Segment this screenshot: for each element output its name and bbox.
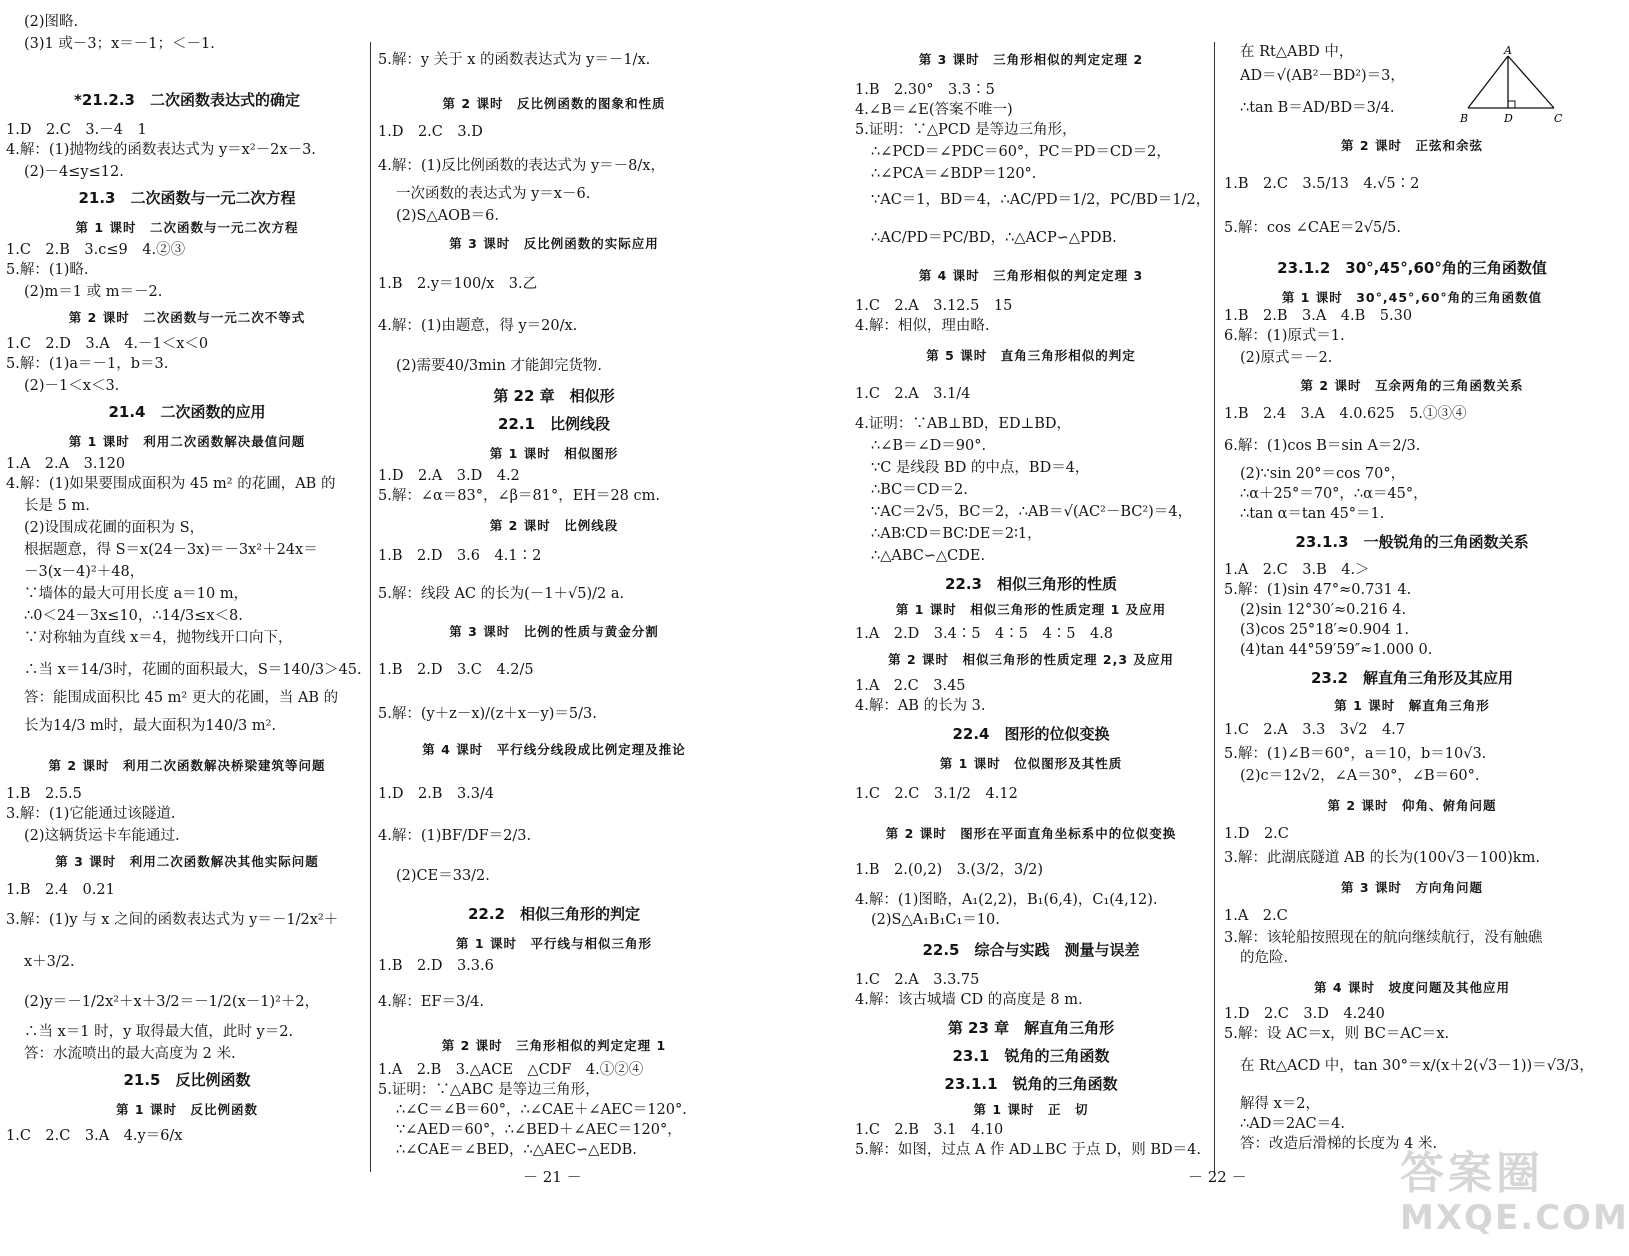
answer-line: 1.C 2.B 3.1 4.10	[855, 1122, 1004, 1138]
answer-line: 5.解：(y＋z－x)/(z＋x－y)＝5/3.	[378, 706, 597, 722]
answer-line: ∴∠C＝∠B＝60°，∴∠CAE＋∠AEC＝120°.	[396, 1102, 687, 1118]
answer-line: ∵AC＝1，BD＝4，∴AC/PD＝1/2，PC/BD＝1/2，	[871, 192, 1211, 208]
answer-line: 5.解：如图，过点 A 作 AD⊥BC 于点 D，则 BD＝4.	[855, 1142, 1201, 1158]
answer-line: ∴AD＝2AC＝4.	[1240, 1116, 1345, 1132]
answer-line: 1.A 2.A 3.120	[6, 456, 126, 472]
answer-line: ∴∠CAE＝∠BED，∴△AEC∽△EDB.	[396, 1142, 637, 1158]
answer-line: (2)S△A₁B₁C₁＝10.	[871, 912, 1000, 928]
lesson-heading: 第 2 课时 图形在平面直角坐标系中的位似变换	[885, 826, 1177, 841]
answer-line: 1.D 2.A 3.D 4.2	[378, 468, 520, 484]
answer-line: 4.解：该古城墙 CD 的高度是 8 m.	[855, 992, 1083, 1008]
answer-line: 1.C 2.B 3.c≤9 4.②③	[6, 242, 186, 258]
answer-line: ∴当 x＝14/3时，花圃的面积最大，S＝140/3＞45.	[24, 662, 362, 678]
answer-line: 6.解：(1)原式＝1.	[1224, 328, 1345, 344]
lesson-heading: 第 2 课时 仰角、俯角问题	[1327, 798, 1497, 813]
answer-line: 5.证明：∵△ABC 是等边三角形，	[378, 1082, 600, 1098]
lesson-heading: 第 2 课时 互余两角的三角函数关系	[1300, 378, 1524, 393]
lesson-heading: 第 3 课时 利用二次函数解决其他实际问题	[55, 854, 319, 869]
answer-line: 4.解：AB 的长为 3.	[855, 698, 986, 714]
answer-line: (2)∵sin 20°＝cos 70°，	[1240, 466, 1406, 482]
answer-line: (2)y＝－1/2x²＋x＋3/2＝－1/2(x－1)²＋2，	[24, 994, 320, 1010]
label-d: D	[1504, 112, 1513, 125]
answer-line: ∴AC/PD＝PC/BD，∴△ACP∽△PDB.	[871, 230, 1117, 246]
answer-line: ∵AC＝2√5，BC＝2，∴AB＝√(AC²－BC²)＝4，	[871, 504, 1193, 520]
answer-line: (2)m＝1 或 m＝－2.	[24, 284, 163, 300]
answer-line: 长是 5 m.	[24, 498, 90, 514]
answer-line: 3.解：(1)它能通过该隧道.	[6, 806, 176, 822]
answer-line: 5.解：(1)∠B＝60°，a＝10，b＝10√3.	[1224, 746, 1487, 762]
lesson-heading: 第 3 课时 反比例函数的实际应用	[449, 236, 659, 251]
answer-line: ∴tan α＝tan 45°＝1.	[1240, 506, 1385, 522]
answer-line: 1.B 2.5.5	[6, 786, 82, 802]
section-heading: 21.4 二次函数的应用	[108, 403, 266, 421]
answer-line: 5.解：线段 AC 的长为(－1＋√5)/2 a.	[378, 586, 625, 602]
answer-line: ∴∠PCD＝∠PDC＝60°，PC＝PD＝CD＝2，	[871, 144, 1171, 160]
answer-line: (2)需要40/3min 才能卸完货物.	[396, 358, 603, 374]
answer-line: 1.B 2.D 3.C 4.2/5	[378, 662, 534, 678]
lesson-heading: 第 1 课时 位似图形及其性质	[939, 756, 1123, 771]
lesson-heading: 第 3 课时 比例的性质与黄金分割	[449, 624, 659, 639]
section-heading: 21.3 二次函数与一元二次方程	[78, 189, 296, 207]
answer-line: (2)CE＝33/2.	[396, 868, 490, 884]
column-divider-right	[1214, 42, 1215, 1172]
answer-line: ∴当 x＝1 时，y 取得最大值，此时 y＝2.	[24, 1024, 294, 1040]
section-heading: *21.2.3 二次函数表达式的确定	[74, 91, 300, 109]
answer-line: 1.B 2.B 3.A 4.B 5.30	[1224, 308, 1413, 324]
answer-line: 5.解：cos ∠CAE＝2√5/5.	[1224, 220, 1401, 236]
answer-line: 1.C 2.A 3.12.5 15	[855, 298, 1013, 314]
answer-line: 答：水流喷出的最大高度为 2 米.	[24, 1046, 236, 1062]
answer-line: 3.解：(1)y 与 x 之间的函数表达式为 y＝－1/2x²＋	[6, 912, 339, 928]
answer-line: 1.B 2.D 3.3.6	[378, 958, 494, 974]
lesson-heading: 第 2 课时 反比例函数的图象和性质	[442, 96, 666, 111]
answer-line: 5.解：设 AC＝x，则 BC＝AC＝x.	[1224, 1026, 1450, 1042]
lesson-heading: 第 2 课时 三角形相似的判定定理 1	[441, 1038, 667, 1053]
answer-line: 1.D 2.C 3.D	[378, 124, 483, 140]
answer-line: ∴0＜24－3x≤10，∴14/3≤x＜8.	[24, 608, 243, 624]
answer-line: 1.B 2.D 3.6 4.1∶2	[378, 548, 542, 564]
answer-line: (3)cos 25°18′≈0.904 1.	[1240, 622, 1409, 638]
answer-line: 1.A 2.C 3.45	[855, 678, 966, 694]
lesson-heading: 第 1 课时 利用二次函数解决最值问题	[68, 434, 306, 449]
lesson-heading: 第 1 课时 平行线与相似三角形	[456, 936, 652, 951]
answer-line: 4.证明：∵AB⊥BD，ED⊥BD，	[855, 416, 1072, 432]
answer-line: (2)c＝12√2，∠A＝30°，∠B＝60°.	[1240, 768, 1480, 784]
lesson-heading: 第 2 课时 比例线段	[489, 518, 619, 533]
lesson-heading: 第 1 课时 正 切	[973, 1102, 1089, 1117]
section-heading: 22.2 相似三角形的判定	[467, 905, 640, 923]
answer-line: 5.证明：∵△PCD 是等边三角形，	[855, 122, 1077, 138]
answer-line: 1.D 2.B 3.3/4	[378, 786, 495, 802]
lesson-heading: 第 1 课时 相似图形	[489, 446, 619, 461]
answer-line: ∴∠B＝∠D＝90°.	[871, 438, 987, 454]
section-heading: 23.1.1 锐角的三角函数	[944, 1075, 1118, 1093]
lesson-heading: 第 3 课时 方向角问题	[1341, 880, 1483, 895]
lesson-heading: 第 2 课时 二次函数与一元二次不等式	[68, 310, 306, 325]
answer-line: 1.D 2.C 3.D 4.240	[1224, 1006, 1385, 1022]
watermark-line-1: 答案圈	[1400, 1148, 1544, 1199]
section-heading: 第 22 章 相似形	[493, 387, 615, 405]
answer-line: 3.解：该轮船按照现在的航向继续航行，没有触礁	[1224, 930, 1543, 946]
answer-line: 1.B 2.y＝100/x 3.乙	[378, 276, 538, 292]
answer-line: 答：改造后滑梯的长度为 4 米.	[1240, 1136, 1438, 1152]
lesson-heading: 第 5 课时 直角三角形相似的判定	[926, 348, 1136, 363]
answer-line: 1.C 2.C 3.1/2 4.12	[855, 786, 1018, 802]
answer-line: 1.B 2.(0,2) 3.(3/2，3/2)	[855, 862, 1044, 878]
answer-line: 在 Rt△ABD 中，	[1240, 44, 1354, 60]
answer-line: 5.解：∠α＝83°，∠β＝81°，EH＝28 cm.	[378, 488, 660, 504]
triangle-figure	[1460, 46, 1600, 126]
answer-line: －3(x－4)²＋48，	[24, 564, 145, 580]
section-heading: 21.5 反比例函数	[123, 1071, 251, 1089]
answer-line: AD＝√(AB²－BD²)＝3，	[1240, 68, 1405, 84]
answer-line: 5.解：(1)略.	[6, 262, 89, 278]
answer-line: 长为14/3 m时，最大面积为140/3 m².	[24, 718, 276, 734]
label-b: B	[1460, 112, 1469, 125]
section-heading: 23.1 锐角的三角函数	[952, 1047, 1110, 1065]
lesson-heading: 第 4 课时 平行线分线段成比例定理及推论	[422, 742, 686, 757]
answer-line: 3.解：此湖底隧道 AB 的长为(100√3－100)km.	[1224, 850, 1540, 866]
answer-line: (2)原式＝－2.	[1240, 350, 1333, 366]
answer-line: 1.A 2.C	[1224, 908, 1288, 924]
lesson-heading: 第 1 课时 30°,45°,60°角的三角函数值	[1281, 290, 1543, 305]
column-divider-left	[370, 42, 371, 1172]
section-heading: 22.3 相似三角形的性质	[944, 575, 1117, 593]
answer-line: 1.B 2.30° 3.3∶5	[855, 82, 995, 98]
page-number-left: － 21 －	[523, 1168, 582, 1186]
lesson-heading: 第 4 课时 坡度问题及其他应用	[1314, 980, 1510, 995]
answer-line: 1.D 2.C	[1224, 826, 1289, 842]
answer-line: (2)设围成花圃的面积为 S，	[24, 520, 205, 536]
answer-line: 4.解：(1)反比例函数的表达式为 y＝－8/x，	[378, 158, 665, 174]
section-heading: 23.2 解直角三角形及其应用	[1310, 669, 1513, 687]
answer-line: ∵C 是线段 BD 的中点，BD＝4，	[871, 460, 1090, 476]
answer-line: 1.D 2.C 3.－4 1	[6, 122, 147, 138]
section-heading: 22.1 比例线段	[497, 415, 610, 433]
page-number-right: － 22 －	[1188, 1168, 1247, 1186]
answer-line: (2)sin 12°30′≈0.216 4.	[1240, 602, 1407, 618]
lesson-heading: 第 1 课时 反比例函数	[116, 1102, 258, 1117]
answer-line: 1.C 2.A 3.3 3√2 4.7	[1224, 722, 1406, 738]
answer-line: 的危险.	[1240, 950, 1289, 966]
answer-line: 解得 x＝2，	[1240, 1096, 1321, 1112]
answer-line: 4.解：(1)如果要围成面积为 45 m² 的花圃，AB 的	[6, 476, 336, 492]
answer-line: 一次函数的表达式为 y＝x－6.	[396, 186, 591, 202]
answer-line: 根据题意，得 S＝x(24－3x)＝－3x²＋24x＝	[24, 542, 318, 558]
answer-line: 4.解：(1)抛物线的函数表达式为 y＝x²－2x－3.	[6, 142, 316, 158]
column-1	[6, 0, 368, 1256]
answer-line: ∵对称轴为直线 x＝4，抛物线开口向下，	[24, 630, 293, 646]
lesson-heading: 第 2 课时 相似三角形的性质定理 2,3 及应用	[888, 652, 1174, 667]
answer-line: ∴tan B＝AD/BD＝3/4.	[1240, 100, 1395, 116]
answer-line: 6.解：(1)cos B＝sin A＝2/3.	[1224, 438, 1421, 454]
answer-line: 4.解：EF＝3/4.	[378, 994, 484, 1010]
answer-line: 1.B 2.4 0.21	[6, 882, 115, 898]
label-c: C	[1554, 112, 1563, 125]
answer-line: 4.解：相似，理由略.	[855, 318, 990, 334]
answer-line: 1.C 2.C 3.A 4.y＝6/x	[6, 1128, 183, 1144]
section-heading: 22.5 综合与实践 测量与误差	[922, 941, 1140, 959]
answer-line: 1.A 2.C 3.B 4.＞	[1224, 562, 1370, 578]
answer-line: 4.∠B＝∠E(答案不唯一)	[855, 102, 1013, 118]
answer-line: 5.解：(1)sin 47°≈0.731 4.	[1224, 582, 1412, 598]
answer-line: ∵∠AED＝60°，∴∠BED＋∠AEC＝120°，	[396, 1122, 682, 1138]
answer-line: 4.解：(1)图略，A₁(2,2)，B₁(6,4)，C₁(4,12).	[855, 892, 1158, 908]
lesson-heading: 第 2 课时 正弦和余弦	[1341, 138, 1483, 153]
answer-line: 在 Rt△ACD 中，tan 30°＝x/(x＋2(√3－1))＝√3/3，	[1240, 1058, 1594, 1074]
answer-line: ∴α＋25°＝70°，∴α＝45°，	[1240, 486, 1428, 502]
answer-line: (2)S△AOB＝6.	[396, 208, 499, 224]
section-heading: 22.4 图形的位似变换	[952, 725, 1110, 743]
answer-line: 1.C 2.A 3.1/4	[855, 386, 971, 402]
column-4	[1224, 0, 1600, 1256]
answer-line: 1.B 2.C 3.5/13 4.√5∶2	[1224, 176, 1420, 192]
answer-line: ∴AB∶CD＝BC∶DE＝2∶1，	[871, 526, 1042, 542]
lesson-heading: 第 1 课时 解直角三角形	[1334, 698, 1490, 713]
answer-line: (2)这辆货运卡车能通过.	[24, 828, 180, 844]
lesson-heading: 第 3 课时 三角形相似的判定定理 2	[918, 52, 1144, 67]
section-heading: 23.1.2 30°,45°,60°角的三角函数值	[1277, 259, 1547, 277]
answer-line: 1.C 2.D 3.A 4.－1＜x＜0	[6, 336, 209, 352]
answer-line: 1.C 2.A 3.3.75	[855, 972, 980, 988]
answer-line: 答：能围成面积比 45 m² 更大的花圃，当 AB 的	[24, 690, 339, 706]
answer-line: ∴BC＝CD＝2.	[871, 482, 968, 498]
column-2	[378, 0, 730, 1256]
lesson-heading: 第 4 课时 三角形相似的判定定理 3	[918, 268, 1144, 283]
answer-line: 1.B 2.4 3.A 4.0.625 5.①③④	[1224, 406, 1467, 422]
answer-line: 5.解：y 关于 x 的函数表达式为 y＝－1/x.	[378, 52, 651, 68]
watermark-line-2: MXQE.COM	[1400, 1198, 1629, 1238]
answer-line: 1.A 2.B 3.△ACE △CDF 4.①②④	[378, 1062, 644, 1078]
answer-line: (4)tan 44°59′59″≈1.000 0.	[1240, 642, 1433, 658]
answer-line: (2)－1＜x＜3.	[24, 378, 120, 394]
answer-line: (2)图略.	[24, 14, 79, 30]
answer-line: 1.A 2.D 3.4∶5 4∶5 4∶5 4.8	[855, 626, 1114, 642]
lesson-heading: 第 1 课时 相似三角形的性质定理 1 及应用	[895, 602, 1167, 617]
answer-line: ∵墙体的最大可用长度 a＝10 m，	[24, 586, 249, 602]
answer-line: 4.解：(1)由题意，得 y＝20/x.	[378, 318, 578, 334]
answer-line: x＋3/2.	[24, 954, 75, 970]
section-heading: 第 23 章 解直角三角形	[947, 1019, 1115, 1037]
answer-line: ∴△ABC∽△CDE.	[871, 548, 986, 564]
answer-line: 4.解：(1)BF/DF＝2/3.	[378, 828, 532, 844]
lesson-heading: 第 1 课时 二次函数与一元二次方程	[75, 220, 299, 235]
label-a: A	[1504, 44, 1512, 57]
answer-line: 5.解：(1)a＝－1，b＝3.	[6, 356, 169, 372]
answer-line: ∴∠PCA＝∠BDP＝120°.	[871, 166, 1037, 182]
answer-line: (3)1 或－3；x＝－1；＜－1.	[24, 36, 215, 52]
column-3	[855, 0, 1211, 1256]
answer-line: (2)－4≤y≤12.	[24, 164, 124, 180]
lesson-heading: 第 2 课时 利用二次函数解决桥梁建筑等问题	[48, 758, 326, 773]
watermark	[1400, 1148, 1629, 1238]
section-heading: 23.1.3 一般锐角的三角函数关系	[1295, 533, 1529, 551]
